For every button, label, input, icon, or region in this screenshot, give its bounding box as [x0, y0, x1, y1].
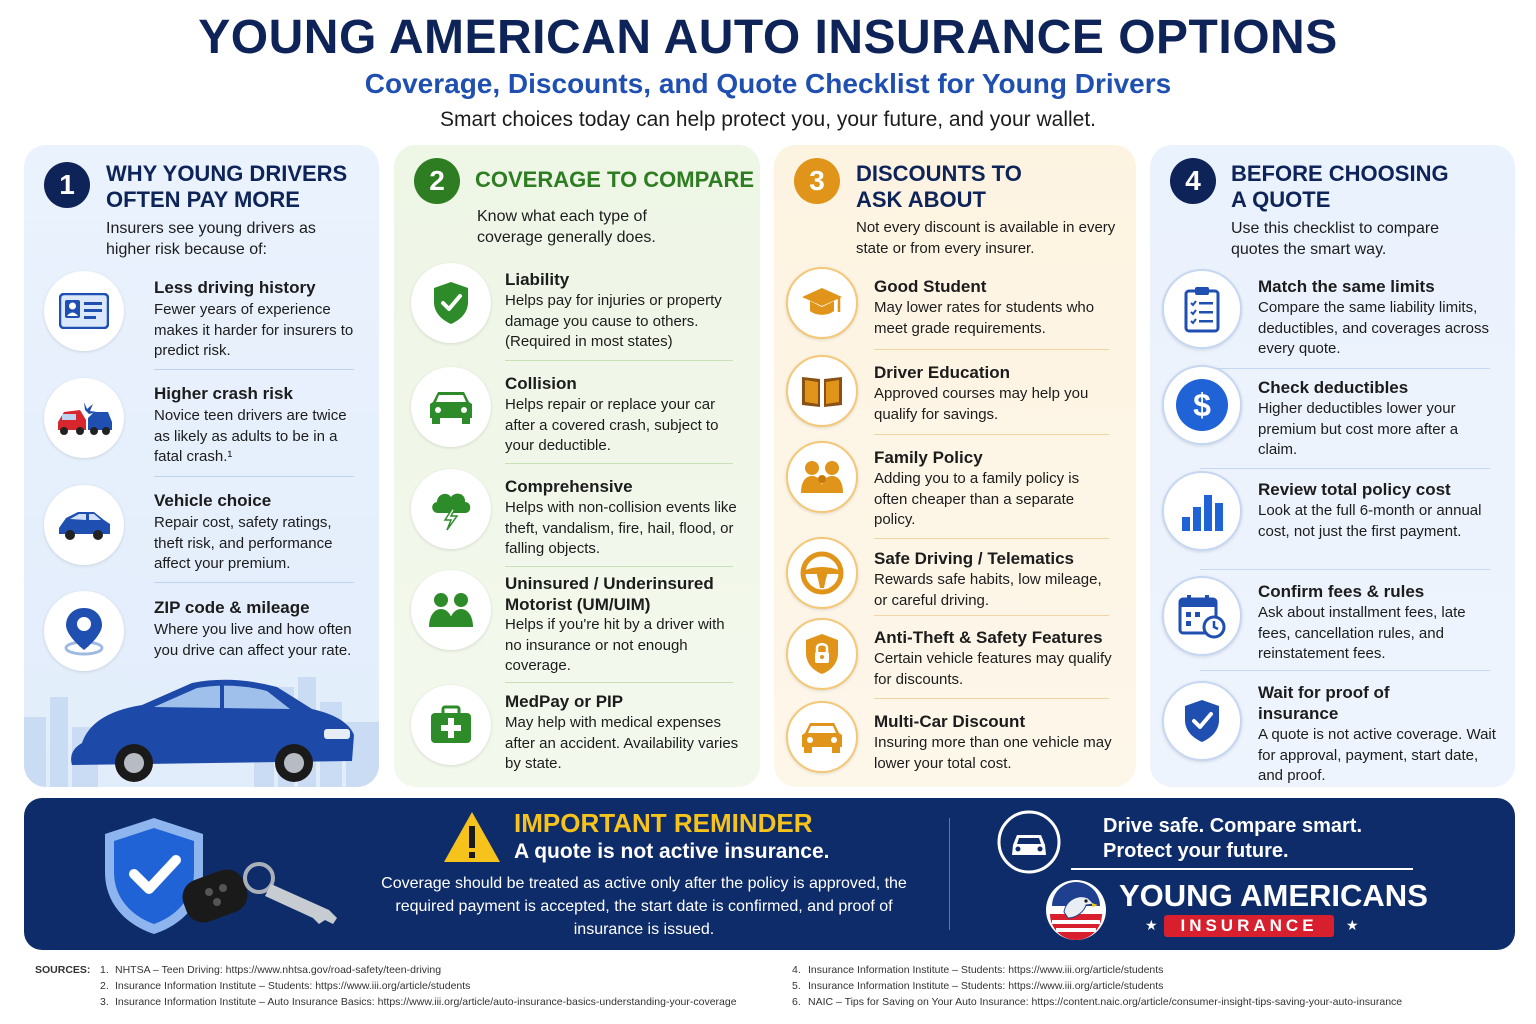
- shield-check-icon: [1162, 681, 1242, 761]
- divider: [1200, 468, 1490, 469]
- section-title: [106, 161, 347, 213]
- section-title-line2: A QUOTE: [1231, 187, 1331, 212]
- item-title: Uninsured / Underinsured Motorist (UM/UIM): [505, 574, 714, 614]
- item-description: Approved courses may help you qualify for savings.: [874, 385, 1089, 423]
- divider: [1200, 670, 1490, 671]
- open-book-icon: [786, 355, 858, 427]
- star-icon: ★: [1346, 917, 1359, 933]
- section-discounts-to-ask-about: [774, 145, 1136, 787]
- section-before-choosing-a-quote: [1150, 145, 1515, 787]
- divider: [505, 682, 733, 683]
- banner-divider: [949, 818, 950, 930]
- item-description: May help with medical expenses after an accident. Availability varies by state.: [505, 714, 739, 772]
- brand-slogan: [1103, 814, 1362, 864]
- warning-icon: [442, 810, 502, 864]
- slogan-line2: Protect your future.: [1103, 840, 1289, 862]
- divider: [1200, 368, 1490, 369]
- blue-sedan-illustration: [62, 673, 362, 783]
- source-link[interactable]: Insurance Information Institute – Students: https://www.iii.org/article/students: [115, 980, 471, 992]
- star-icon: ★: [1145, 917, 1158, 933]
- divider: [1200, 569, 1490, 570]
- car-icon: [786, 701, 858, 773]
- item-title: Less driving history: [154, 278, 316, 297]
- calendar-clock-icon: [1162, 576, 1242, 656]
- section-title-line1: DISCOUNTS TO: [856, 161, 1022, 186]
- car-crash-icon: [44, 378, 124, 458]
- item-title: Match the same limits: [1258, 277, 1435, 296]
- source-number: 5.: [792, 980, 801, 992]
- car-key-icon: [179, 856, 354, 936]
- section-title: COVERAGE TO COMPARE: [475, 167, 755, 192]
- reminder-subtitle: A quote is not active insurance.: [514, 840, 830, 863]
- divider: [505, 463, 733, 464]
- section-why-young-drivers-pay-more: [24, 145, 379, 787]
- divider: [1071, 868, 1413, 870]
- source-link[interactable]: Insurance Information Institute – Students: https://www.iii.org/article/students: [808, 964, 1164, 976]
- item-description: A quote is not active coverage. Wait for approval, payment, start date, and proof.: [1258, 726, 1496, 784]
- car-icon: [44, 485, 124, 565]
- page-tagline: Smart choices today can help protect you, your future, and your wallet.: [439, 108, 1096, 131]
- item-title: Confirm fees & rules: [1258, 582, 1425, 601]
- section-number-badge: 2: [414, 158, 460, 204]
- source-link[interactable]: NAIC – Tips for Saving on Your Auto Insurance: https://content.naic.org/article/consumer-insight-tips-saving-your-auto-insurance: [808, 996, 1403, 1008]
- item-description: Compare the same liability limits, deductibles, and coverages across every quote.: [1258, 299, 1489, 357]
- reminder-text: Coverage should be treated as active only after the policy is approved, the required payment is accepted, the start date is confirmed, and proof of insurance is issued.: [381, 875, 907, 938]
- section-title-line2: ASK ABOUT: [856, 187, 986, 212]
- divider: [505, 566, 733, 567]
- brand-tag: INSURANCE: [1164, 915, 1334, 937]
- eagle-logo-icon: [1044, 878, 1108, 942]
- source-number: 4.: [792, 964, 801, 976]
- item-description: Rewards safe habits, low mileage, or careful driving.: [874, 571, 1102, 609]
- divider: [874, 434, 1109, 435]
- location-pin-icon: [44, 591, 124, 671]
- section-number-badge: 3: [794, 158, 840, 204]
- item-description: Novice teen drivers are twice as likely as adults to be in a fatal crash.¹: [154, 407, 347, 465]
- section-title-line2: OFTEN PAY MORE: [106, 187, 300, 212]
- section-number-badge: 1: [44, 162, 90, 208]
- item-description: Helps repair or replace your car after a covered crash, subject to your deductible.: [505, 396, 719, 454]
- car-icon: [411, 367, 491, 447]
- sources-label: SOURCES:: [35, 964, 91, 976]
- page-subtitle: Coverage, Discounts, and Quote Checklist for Young Drivers: [364, 68, 1172, 99]
- people-icon: [411, 570, 491, 650]
- source-link[interactable]: Insurance Information Institute – Auto Insurance Basics: https://www.iii.org/article/auto-insurance-basics-understanding-your-coverage: [115, 996, 737, 1008]
- reminder-title: IMPORTANT REMINDER: [514, 808, 813, 838]
- sources-footer: [0, 962, 1536, 1024]
- bar-chart-icon: [1162, 471, 1242, 551]
- item-description: Look at the full 6-month or annual cost, not just the first payment.: [1258, 502, 1482, 540]
- source-link[interactable]: Insurance Information Institute – Students: https://www.iii.org/article/students: [808, 980, 1164, 992]
- item-title: Wait for proof of insurance: [1258, 683, 1390, 723]
- storm-cloud-icon: [411, 469, 491, 549]
- item-title: Multi-Car Discount: [874, 712, 1026, 731]
- car-icon: [996, 809, 1062, 875]
- divider: [874, 349, 1109, 350]
- divider: [505, 360, 733, 361]
- section-intro: Use this checklist to compare quotes the smart way.: [1231, 220, 1440, 258]
- brand-name: YOUNG AMERICANS: [1119, 878, 1428, 913]
- clipboard-checklist-icon: [1162, 269, 1242, 349]
- divider: [874, 698, 1109, 699]
- section-intro: Not every discount is available in every state or from every insurer.: [856, 219, 1116, 257]
- item-title: Driver Education: [874, 363, 1011, 382]
- divider: [874, 615, 1109, 616]
- item-description: Repair cost, safety ratings, theft risk, and performance affect your premium.: [154, 514, 333, 572]
- divider: [154, 582, 354, 583]
- item-title: Collision: [505, 374, 577, 393]
- header: [0, 0, 1536, 140]
- section-number-badge: 4: [1170, 158, 1216, 204]
- section-title-line1: WHY YOUNG DRIVERS: [106, 161, 348, 186]
- important-reminder-banner: [24, 798, 1515, 950]
- item-description: Adding you to a family policy is often cheaper than a separate policy.: [874, 470, 1080, 528]
- graduation-cap-icon: [786, 267, 858, 339]
- section-coverage-to-compare: [394, 145, 760, 787]
- item-description: Helps if you're hit by a driver with no insurance or not enough coverage.: [505, 616, 725, 674]
- source-link[interactable]: NHTSA – Teen Driving: https://www.nhtsa.gov/road-safety/teen-driving: [115, 964, 442, 976]
- page-title: YOUNG AMERICAN AUTO INSURANCE OPTIONS: [198, 11, 1338, 64]
- dollar-icon: [1162, 365, 1242, 445]
- item-description: Ask about installment fees, late fees, cancellation rules, and reinstatement fees.: [1258, 604, 1466, 662]
- item-description: Helps with non-collision events like theft, vandalism, fire, hail, flood, or falling objects.: [505, 499, 737, 557]
- item-description: Insuring more than one vehicle may lower your total cost.: [874, 734, 1112, 772]
- item-title: Review total policy cost: [1258, 480, 1451, 499]
- item-title: Liability: [505, 270, 570, 289]
- source-number: 1.: [100, 964, 109, 976]
- section-title: [1231, 161, 1449, 213]
- shield-check-icon: [411, 263, 491, 343]
- family-icon: [786, 441, 858, 513]
- divider: [154, 476, 354, 477]
- item-title: Comprehensive: [505, 477, 633, 496]
- slogan-line1: Drive safe. Compare smart.: [1103, 815, 1363, 837]
- item-description: Higher deductibles lower your premium but cost more after a claim.: [1258, 400, 1459, 458]
- source-number: 2.: [100, 980, 109, 992]
- item-title: MedPay or PIP: [505, 692, 624, 711]
- steering-wheel-icon: [786, 537, 858, 609]
- section-intro: Insurers see young drivers as higher risk because of:: [106, 220, 316, 258]
- item-description: Fewer years of experience makes it harder for insurers to predict risk.: [154, 301, 354, 359]
- item-description: May lower rates for students who meet grade requirements.: [874, 299, 1095, 337]
- item-description: Where you live and how often you drive can affect your rate.: [154, 621, 352, 659]
- divider: [154, 369, 354, 370]
- shield-lock-icon: [786, 618, 858, 690]
- section-title-line1: BEFORE CHOOSING: [1231, 161, 1449, 186]
- section-title: [856, 161, 1022, 213]
- svg-text:$: $: [1193, 387, 1211, 423]
- source-number: 3.: [100, 996, 109, 1008]
- divider: [874, 538, 1109, 539]
- item-title: Check deductibles: [1258, 378, 1409, 397]
- item-title: Good Student: [874, 277, 987, 296]
- item-title: ZIP code & mileage: [154, 598, 310, 617]
- item-description: Certain vehicle features may qualify for discounts.: [874, 650, 1112, 688]
- source-number: 6.: [792, 996, 801, 1008]
- item-title: Family Policy: [874, 448, 983, 467]
- item-title: Vehicle choice: [154, 491, 272, 510]
- item-description: Helps pay for injuries or property damage you cause to others. (Required in most states): [505, 292, 722, 350]
- driver-license-icon: [44, 271, 124, 351]
- item-title: Safe Driving / Telematics: [874, 549, 1074, 568]
- section-intro: Know what each type of coverage generally does.: [477, 208, 656, 246]
- item-title: Higher crash risk: [154, 384, 293, 403]
- item-title: Anti-Theft & Safety Features: [874, 628, 1103, 647]
- medical-kit-icon: [411, 685, 491, 765]
